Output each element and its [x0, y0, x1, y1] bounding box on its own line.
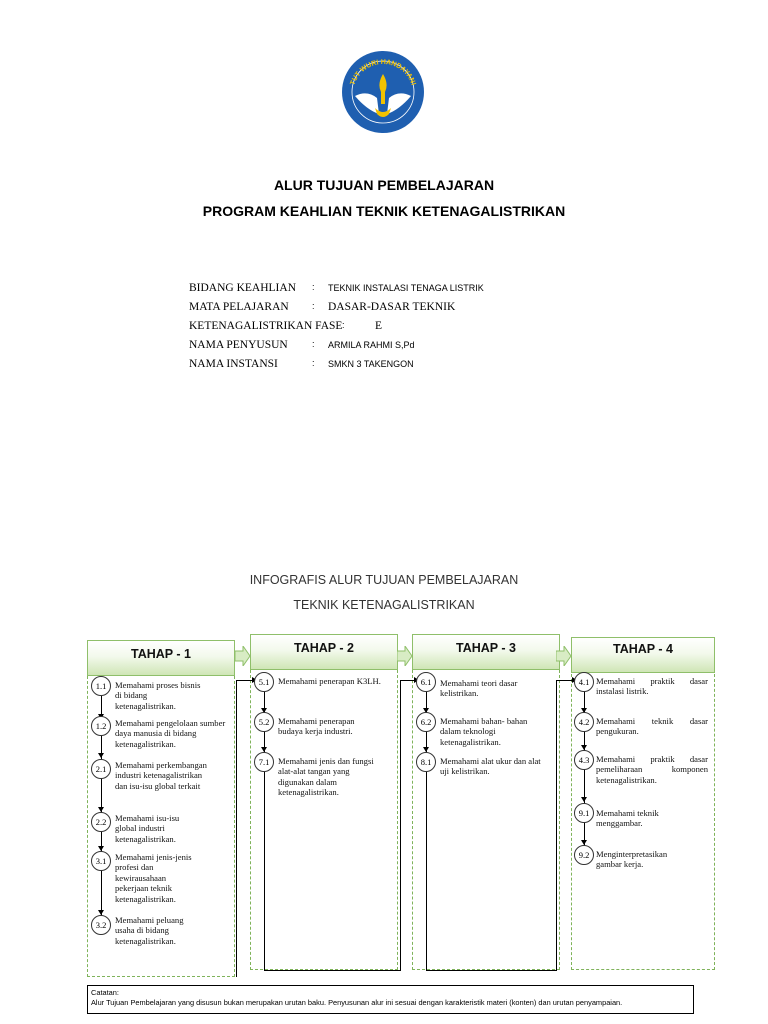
info-value: DASAR-DASAR TEKNIK: [328, 301, 456, 313]
list-item: Memahami teknik menggambar.: [596, 808, 659, 829]
info-label: NAMA INSTANSI: [189, 358, 278, 370]
flow-link-line: [400, 680, 401, 971]
flow-line: [264, 772, 265, 970]
info-colon: :: [312, 282, 315, 292]
infographic-subtitle: TEKNIK KETENAGALISTRIKAN: [293, 598, 475, 612]
item-number: 8.1: [416, 752, 436, 772]
item-number: 4.1: [574, 672, 594, 692]
item-number: 3.2: [91, 915, 111, 935]
list-item: Memahami proses bisnis di bidang ketenagalistrikan.: [115, 680, 201, 711]
info-label: KETENAGALISTRIKAN FASE: [189, 320, 343, 332]
flow-link-line: [556, 680, 573, 681]
item-number: 2.2: [91, 812, 111, 832]
item-number: 6.1: [416, 672, 436, 692]
item-number: 4.2: [574, 712, 594, 732]
info-label: BIDANG KEAHLIAN: [189, 282, 296, 294]
page-subtitle: PROGRAM KEAHLIAN TEKNIK KETENAGALISTRIKAN: [202, 203, 566, 219]
item-number: 7.1: [254, 752, 274, 772]
flow-link-line: [426, 970, 556, 971]
info-colon: :: [312, 301, 315, 311]
item-number: 6.2: [416, 712, 436, 732]
stage-connector-arrow-icon: [235, 646, 251, 666]
info-colon: :: [342, 320, 345, 330]
info-colon: :: [312, 358, 315, 368]
item-number: 1.1: [91, 676, 111, 696]
list-item: Memahami teori dasar kelistrikan.: [440, 678, 518, 699]
list-item: Memahami perkembangan industri ketenagalistrikan dan isu-isu global terkait: [115, 760, 207, 791]
stage-3-column: [412, 670, 560, 970]
flow-link-line: [264, 970, 400, 971]
flow-link-line: [556, 680, 557, 971]
infographic-title: INFOGRAFIS ALUR TUJUAN PEMBELAJARAN: [249, 573, 519, 587]
stage-4-header: TAHAP - 4: [571, 637, 715, 673]
list-item: Memahami bahan- bahan dalam teknologi ketenagalistrikan.: [440, 716, 528, 747]
flow-link-line: [236, 680, 253, 681]
list-item: Memahami praktik dasar instalasi listrik.: [596, 676, 708, 697]
list-item: Memahami peluang usaha di bidang ketenagalistrikan.: [115, 915, 184, 946]
info-label: NAMA PENYUSUN: [189, 339, 288, 351]
item-number: 4.3: [574, 750, 594, 770]
note-box: [87, 985, 694, 1014]
item-number: 1.2: [91, 716, 111, 736]
list-item: Memahami jenis-jenis profesi dan kewirausahaan pekerjaan teknik ketenagalistrikan.: [115, 852, 192, 904]
list-item: Memahami penerapan K3LH.: [278, 676, 381, 686]
list-item: Memahami jenis dan fungsi alat-alat tangan yang digunakan dalam ketenagalistrikan.: [278, 756, 374, 798]
info-value: E: [375, 320, 383, 332]
item-number: 9.1: [574, 803, 594, 823]
info-value: TEKNIK INSTALASI TENAGA LISTRIK: [328, 283, 484, 293]
stage-2-header: TAHAP - 2: [250, 634, 398, 670]
list-item: Menginterpretasikan gambar kerja.: [596, 849, 668, 870]
item-number: 5.2: [254, 712, 274, 732]
info-colon: :: [312, 339, 315, 349]
flow-link-line: [400, 680, 415, 681]
flow-line: [426, 772, 427, 970]
info-label: MATA PELAJARAN: [189, 301, 289, 313]
info-value: SMKN 3 TAKENGON: [328, 359, 414, 369]
flow-link-line: [236, 680, 237, 977]
list-item: Memahami teknik dasar pengukuran.: [596, 716, 708, 737]
stage-3-header: TAHAP - 3: [412, 634, 560, 670]
tut-wuri-handayani-logo: [341, 50, 425, 134]
stage-connector-arrow-icon: [556, 646, 572, 666]
stage-2-column: [250, 670, 398, 970]
list-item: Memahami isu-isu global industri ketenagalistrikan.: [115, 813, 180, 844]
list-item: Memahami pengelolaan sumber daya manusia di bidang ketenagalistrikan.: [115, 718, 226, 749]
stage-1-header: TAHAP - 1: [87, 640, 235, 676]
info-value: ARMILA RAHMI S,Pd: [328, 340, 415, 350]
list-item: Memahami praktik dasar pemeliharaan komponen ketenagalistrikan.: [596, 754, 708, 785]
list-item: Memahami alat ukur dan alat uji kelistrikan.: [440, 756, 541, 777]
item-number: 9.2: [574, 845, 594, 865]
item-number: 2.1: [91, 759, 111, 779]
list-item: Memahami penerapan budaya kerja industri.: [278, 716, 355, 737]
note-text: Alur Tujuan Pembelajaran yang disusun bukan merupakan urutan baku. Penyusunan alur ini sesuai dengan karakteristik materi (konten) dan urutan penyampaian.: [91, 998, 623, 1007]
item-number: 3.1: [91, 851, 111, 871]
note-label: Catatan:: [91, 988, 119, 997]
item-number: 5.1: [254, 672, 274, 692]
flow-arrow-icon: [98, 753, 104, 758]
page-title: ALUR TUJUAN PEMBELAJARAN: [273, 177, 495, 193]
logo-text: TUT WURI HANDAYANI: [349, 58, 417, 87]
stage-connector-arrow-icon: [397, 646, 413, 666]
flow-arrow-icon: [581, 797, 587, 802]
